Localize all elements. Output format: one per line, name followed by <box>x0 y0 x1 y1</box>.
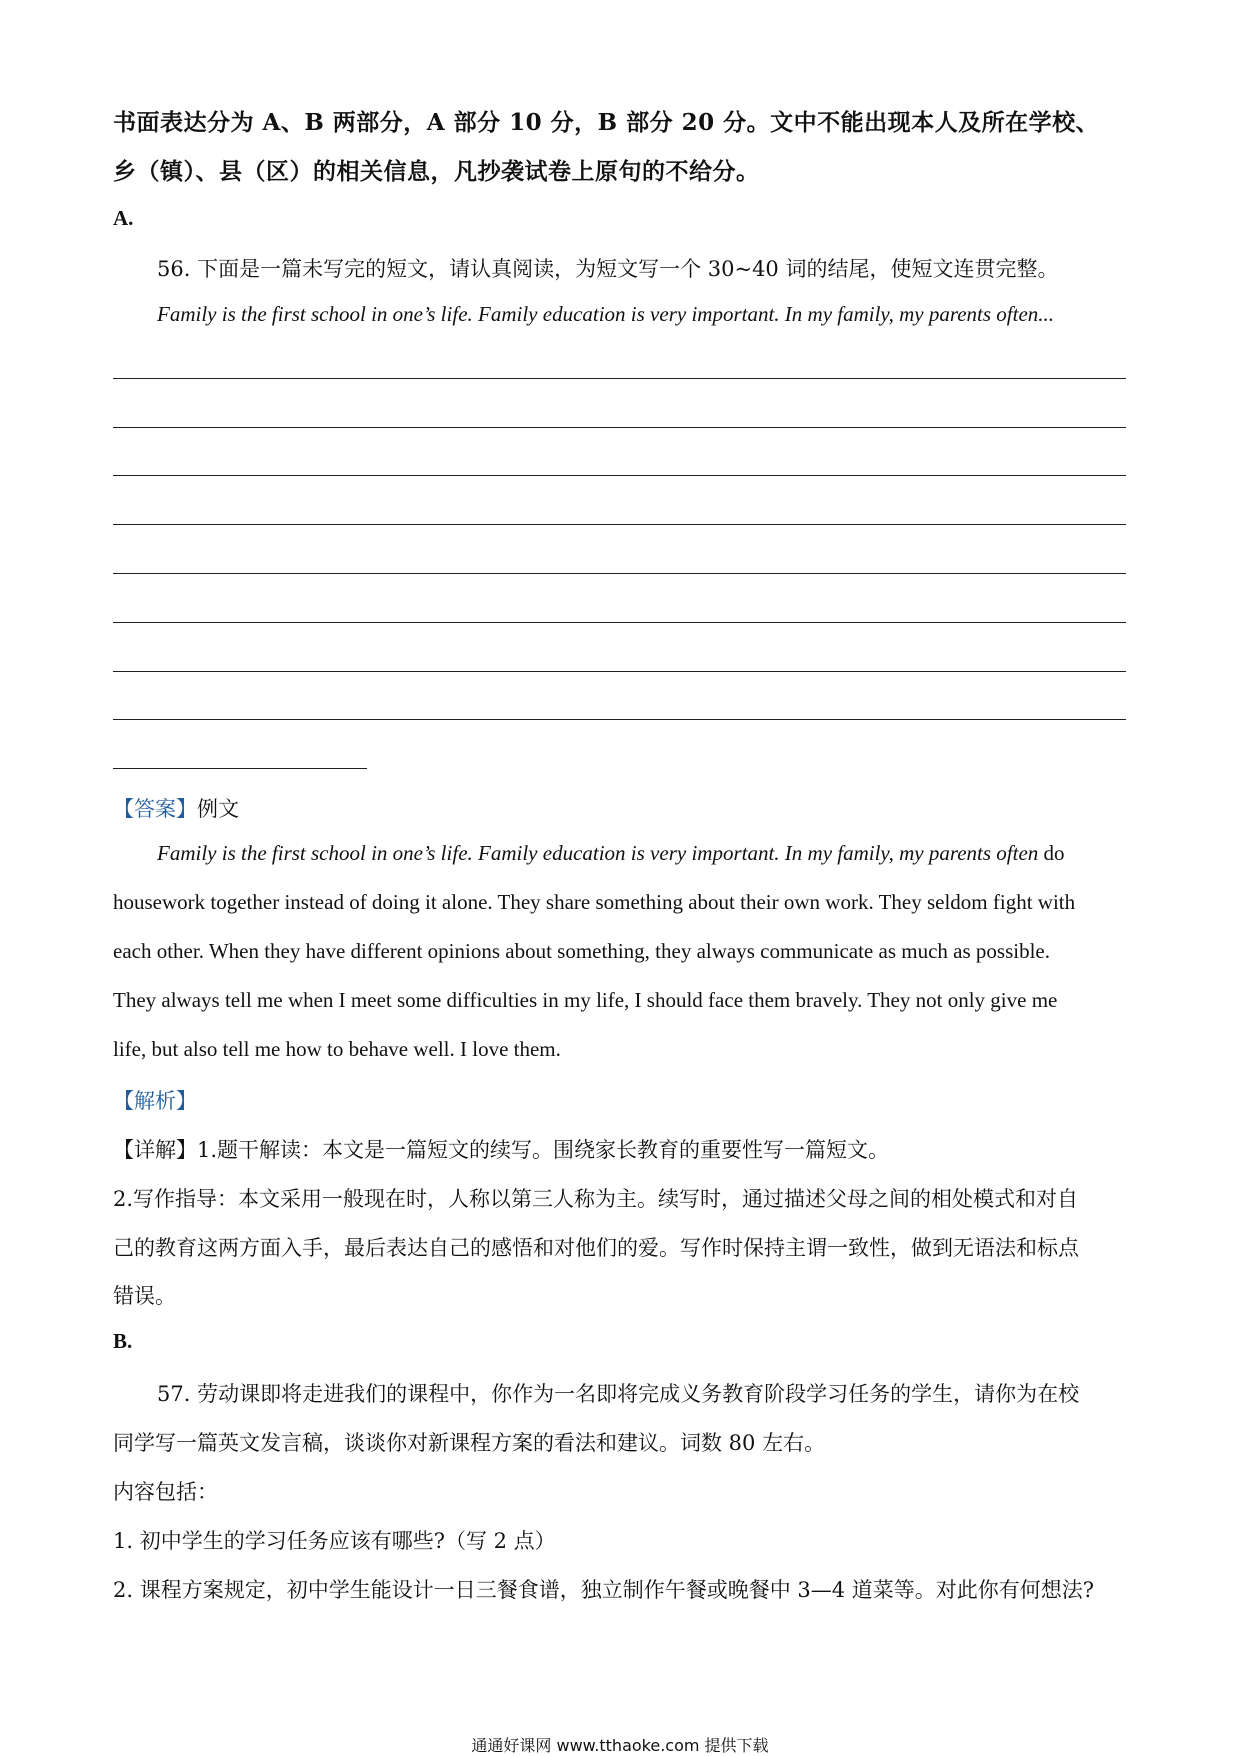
answer-tag: 【答案】 <box>113 797 197 821</box>
analysis-detail-2-line-3: 错误。 <box>113 1284 176 1308</box>
writing-line <box>113 475 1126 476</box>
writing-line <box>113 427 1126 428</box>
analysis-detail-1 <box>113 1134 889 1164</box>
question-57-line-2: 同学写一篇英文发言稿，谈谈你对新课程方案的看法和建议。词数 80 左右。 <box>113 1431 826 1455</box>
writing-line <box>113 524 1126 525</box>
writing-line <box>113 671 1126 672</box>
answer-line-2: housework together instead of doing it alone. They share something about their own work. They seldom fight with <box>113 890 1076 914</box>
instruction-line-1: 书面表达分为 A、B 两部分，A 部分 10 分，B 部分 20 分。文中不能出现本人及所在学校、 <box>113 109 1100 136</box>
content-item-1: 1. 初中学生的学习任务应该有哪些?（写 2 点） <box>113 1529 556 1553</box>
page-footer: 通通好课网 www.tthaoke.com 提供下载 <box>471 1736 769 1755</box>
content-item-2: 2. 课程方案规定，初中学生能设计一日三餐食谱，独立制作午餐或晚餐中 3—4 道菜等。对此你有何想法? <box>113 1578 1095 1602</box>
answer-line-3: each other. When they have different opinions about something, they always communicate as much as possible. <box>113 939 1050 963</box>
answer-heading <box>113 793 239 823</box>
writing-line <box>113 378 1126 379</box>
instruction-line-2: 乡（镇）、县（区）的相关信息，凡抄袭试卷上原句的不给分。 <box>113 158 760 185</box>
detail-1-text: 1.题干解读：本文是一篇短文的续写。围绕家长教育的重要性写一篇短文。 <box>197 1138 890 1162</box>
answer-separator <box>113 768 367 769</box>
answer-line-5: life, but also tell me how to behave well. I love them. <box>113 1037 561 1061</box>
content-label: 内容包括： <box>113 1480 218 1504</box>
analysis-detail-2-line-2: 己的教育这两方面入手，最后表达自己的感悟和对他们的爱。写作时保持主谓一致性，做到无语法和标点 <box>113 1236 1079 1260</box>
answer-line-1 <box>157 841 1065 866</box>
analysis-detail-2-line-1: 2.写作指导：本文采用一般现在时，人称以第三人称为主。续写时，通过描述父母之间的相处模式和对自 <box>113 1187 1079 1211</box>
question-56-prompt: Family is the first school in one’s life. Family education is very important. In my family, my parents often... <box>157 302 1055 326</box>
section-a-label: A. <box>113 206 134 230</box>
writing-line <box>113 719 1126 720</box>
section-b-label: B. <box>113 1329 133 1353</box>
answer-line-1-rest: do <box>1038 841 1065 865</box>
answer-label: 例文 <box>197 797 239 821</box>
detail-tag: 【详解】 <box>113 1138 197 1162</box>
question-57-line-1: 57. 劳动课即将走进我们的课程中，你作为一名即将完成义务教育阶段学习任务的学生，请你为在校 <box>157 1382 1080 1406</box>
writing-line <box>113 622 1126 623</box>
answer-line-4: They always tell me when I meet some difficulties in my life, I should face them bravely. They not only give me <box>113 988 1058 1012</box>
writing-line <box>113 573 1126 574</box>
analysis-tag: 【解析】 <box>113 1089 197 1113</box>
answer-italic-start: Family is the first school in one’s life. Family education is very important. In my family, my parents often <box>157 841 1039 865</box>
question-56: 56. 下面是一篇未写完的短文，请认真阅读，为短文写一个 30~40 词的结尾，使短文连贯完整。 <box>157 257 1059 281</box>
